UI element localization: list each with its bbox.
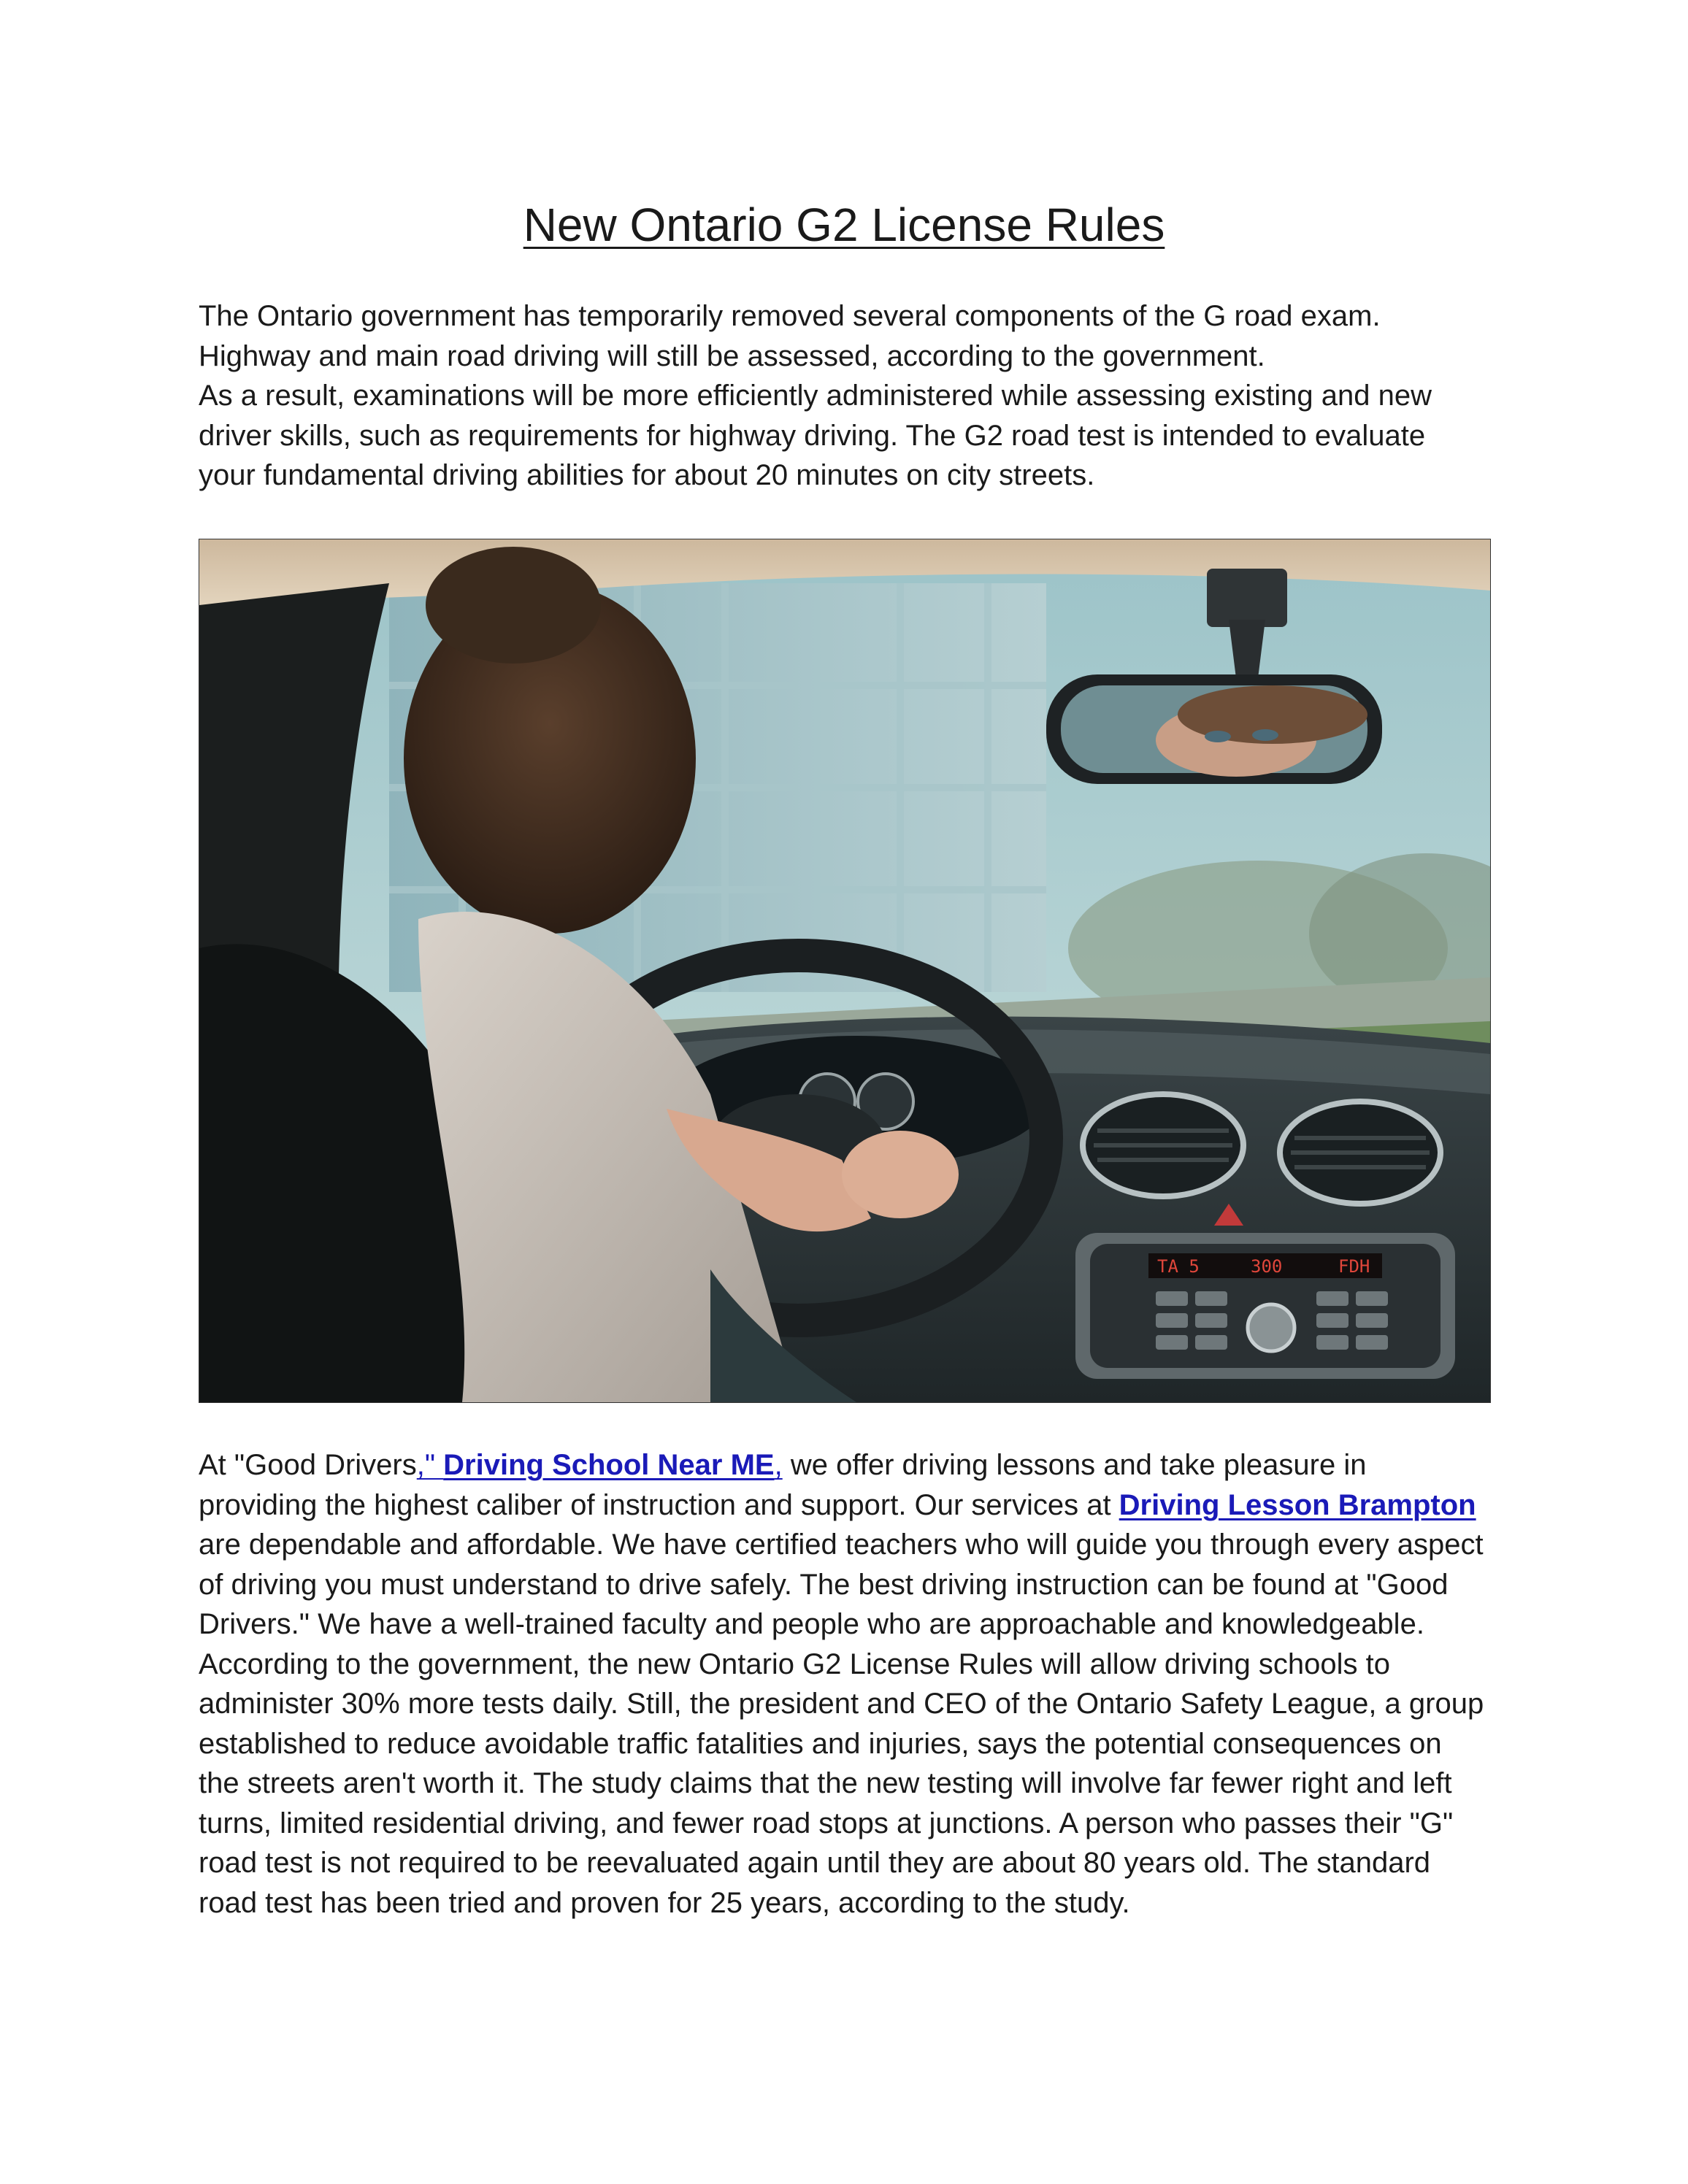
main-text-start: At "Good Drivers <box>199 1449 417 1481</box>
driving-photo <box>199 539 1491 1403</box>
main-text-end: are dependable and affordable. We have certified teachers who will guide you through every aspect of driving you must understand to drive safely. The best driving instruction can be found at "Good Drivers." We have a well-trained faculty and people who are approachable and knowledgeable. According to the government, the new Ontario G2 License Rules will allow driving schools to administer 30% more tests daily. Still, the president and CEO of the Ontario Safety League, a group established to reduce avoidable traffic fatalities and injuries, says the potential consequences on the streets aren't worth it. The study claims that the new testing will involve far fewer right and left turns, limited residential driving, and fewer road stops at junctions. A person who passes their "G" road test is not required to be reevaluated again until they are about 80 years old. The standard road test has been tried and proven for 25 years, according to the study. <box>199 1529 1484 1919</box>
intro-paragraph <box>199 296 1489 496</box>
radio-display-mid: 300 <box>1251 1256 1283 1277</box>
driving-school-near-me-link[interactable]: Driving School Near ME <box>443 1449 775 1481</box>
link1-prefix: ," <box>416 1449 444 1481</box>
link1-suffix: , <box>774 1449 783 1481</box>
radio-display-left: TA 5 <box>1157 1256 1200 1277</box>
intro-line-3: As a result, examinations will be more efficiently administered while assessing existing and new driver skills, such as requirements for highway driving. The G2 road test is intended to evaluate your fundamental driving abilities for about 20 minutes on city streets. <box>199 380 1432 491</box>
radio-display-right: FDH <box>1338 1256 1370 1277</box>
driving-lesson-brampton-link[interactable]: Driving Lesson Brampton <box>1119 1488 1476 1521</box>
intro-line-2: Highway and main road driving will still be assessed, according to the government. <box>199 339 1265 372</box>
main-text-middle: we offer driving lessons and take pleasure in providing the highest caliber of instruction and support. Our services at <box>199 1449 1367 1521</box>
intro-line-1: The Ontario government has temporarily removed several components of the G road exam. <box>199 300 1381 332</box>
page-title <box>199 196 1489 254</box>
page-title-text: New Ontario G2 License Rules <box>523 199 1165 251</box>
main-paragraph <box>199 1445 1489 1923</box>
